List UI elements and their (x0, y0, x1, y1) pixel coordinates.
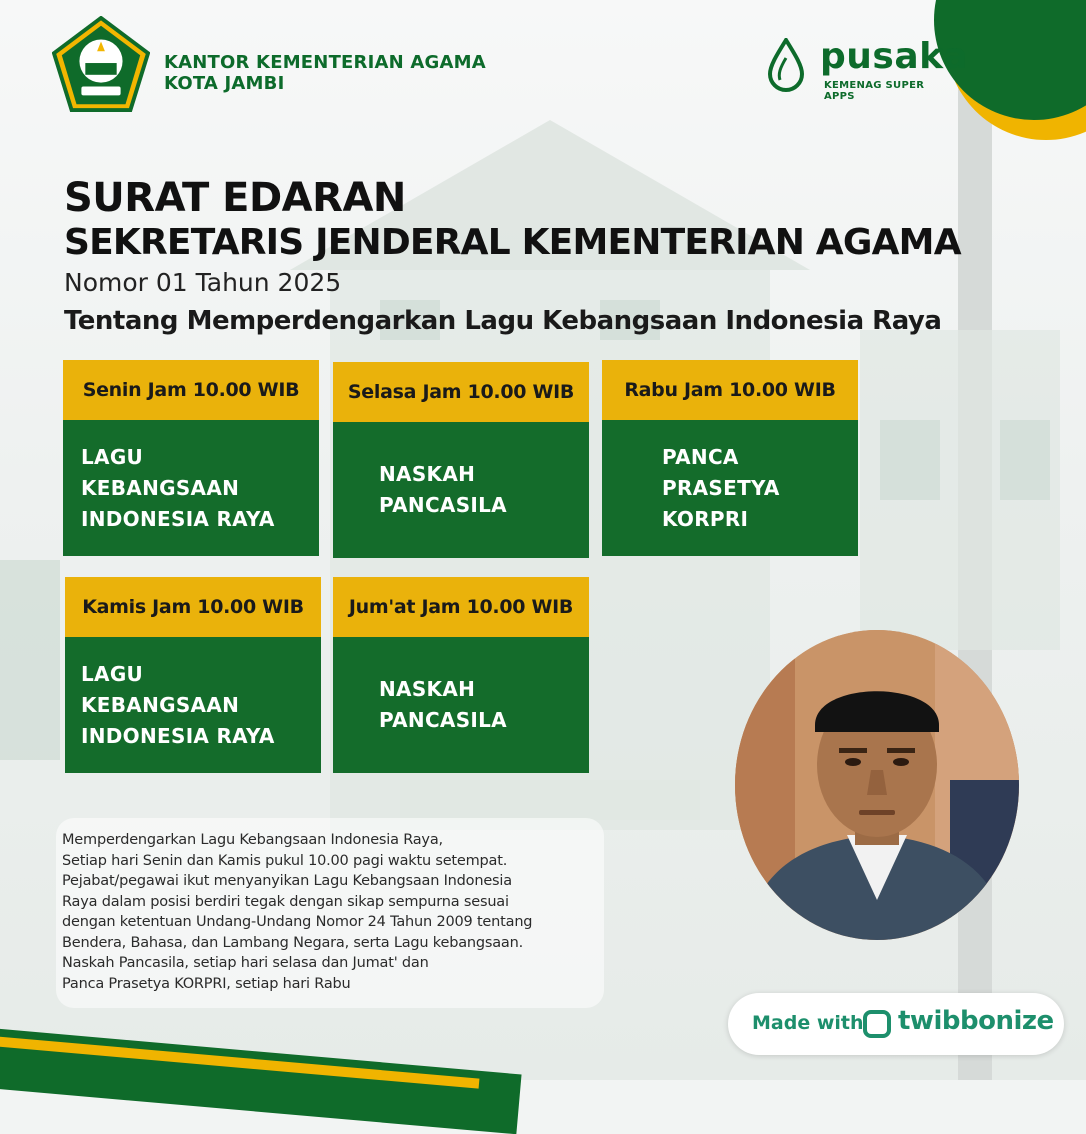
document-number: Nomor 01 Tahun 2025 (64, 268, 342, 297)
schedule-day: Rabu Jam 10.00 WIB (602, 360, 858, 420)
schedule-content: PANCA PRASETYA KORPRI (662, 444, 780, 531)
schedule-content: LAGU KEBANGSAAN INDONESIA RAYA (81, 661, 275, 748)
schedule-card-monday (63, 360, 319, 556)
schedule-day: Kamis Jam 10.00 WIB (65, 577, 321, 637)
schedule-card-wednesday (602, 360, 858, 556)
office-line-2: KOTA JAMBI (164, 73, 285, 94)
schedule-day: Jum'at Jam 10.00 WIB (333, 577, 589, 637)
pusaka-brand (768, 36, 969, 102)
kemenag-logo-icon (52, 16, 150, 114)
twibbonize-brand: twibbonize (898, 1006, 1054, 1036)
office-name (164, 52, 486, 94)
pusaka-drop-icon (768, 38, 804, 92)
schedule-card-thursday (65, 577, 321, 773)
schedule-card-tuesday (333, 362, 589, 558)
portrait-illustration (735, 630, 1019, 940)
note-text: Memperdengarkan Lagu Kebangsaan Indonesia Raya, Setiap hari Senin dan Kamis pukul 10.00 pagi waktu setempat. Pejabat/pegawai ikut menyanyikan Lagu Kebangsaan Indonesia Raya dalam posisi berdiri tegak dengan sikap sempurna sesuai dengan ketentuan Undang-Undang Nomor 24 Tahun 2009 tentang Bendera, Bahasa, dan Lambang Negara, serta Lagu kebangsaan. Naskah Pancasila, setiap hari selasa dan Jumat' dan Panca Prasetya KORPRI, setiap hari Rabu (62, 832, 533, 992)
schedule-day: Selasa Jam 10.00 WIB (333, 362, 589, 422)
pusaka-name: pusaka (820, 36, 969, 77)
schedule-content: NASKAH PANCASILA (379, 677, 507, 732)
twibbonize-badge[interactable] (728, 993, 1064, 1055)
official-portrait (735, 630, 1019, 940)
office-line-1: KANTOR KEMENTERIAN AGAMA (164, 52, 486, 73)
document-subject: Tentang Memperdengarkan Lagu Kebangsaan Indonesia Raya (64, 306, 942, 336)
schedule-content: NASKAH PANCASILA (379, 462, 507, 517)
schedule-card-friday (333, 577, 589, 773)
twibbonize-icon (862, 1009, 892, 1039)
schedule-day: Senin Jam 10.00 WIB (63, 360, 319, 420)
made-with-label: Made with (752, 1012, 864, 1034)
schedule-content: LAGU KEBANGSAAN INDONESIA RAYA (81, 444, 275, 531)
title-line-1: SURAT EDARAN (64, 175, 406, 221)
title-line-2: SEKRETARIS JENDERAL KEMENTERIAN AGAMA (64, 222, 961, 263)
pusaka-tagline: KEMENAG SUPER APPS (824, 80, 925, 102)
